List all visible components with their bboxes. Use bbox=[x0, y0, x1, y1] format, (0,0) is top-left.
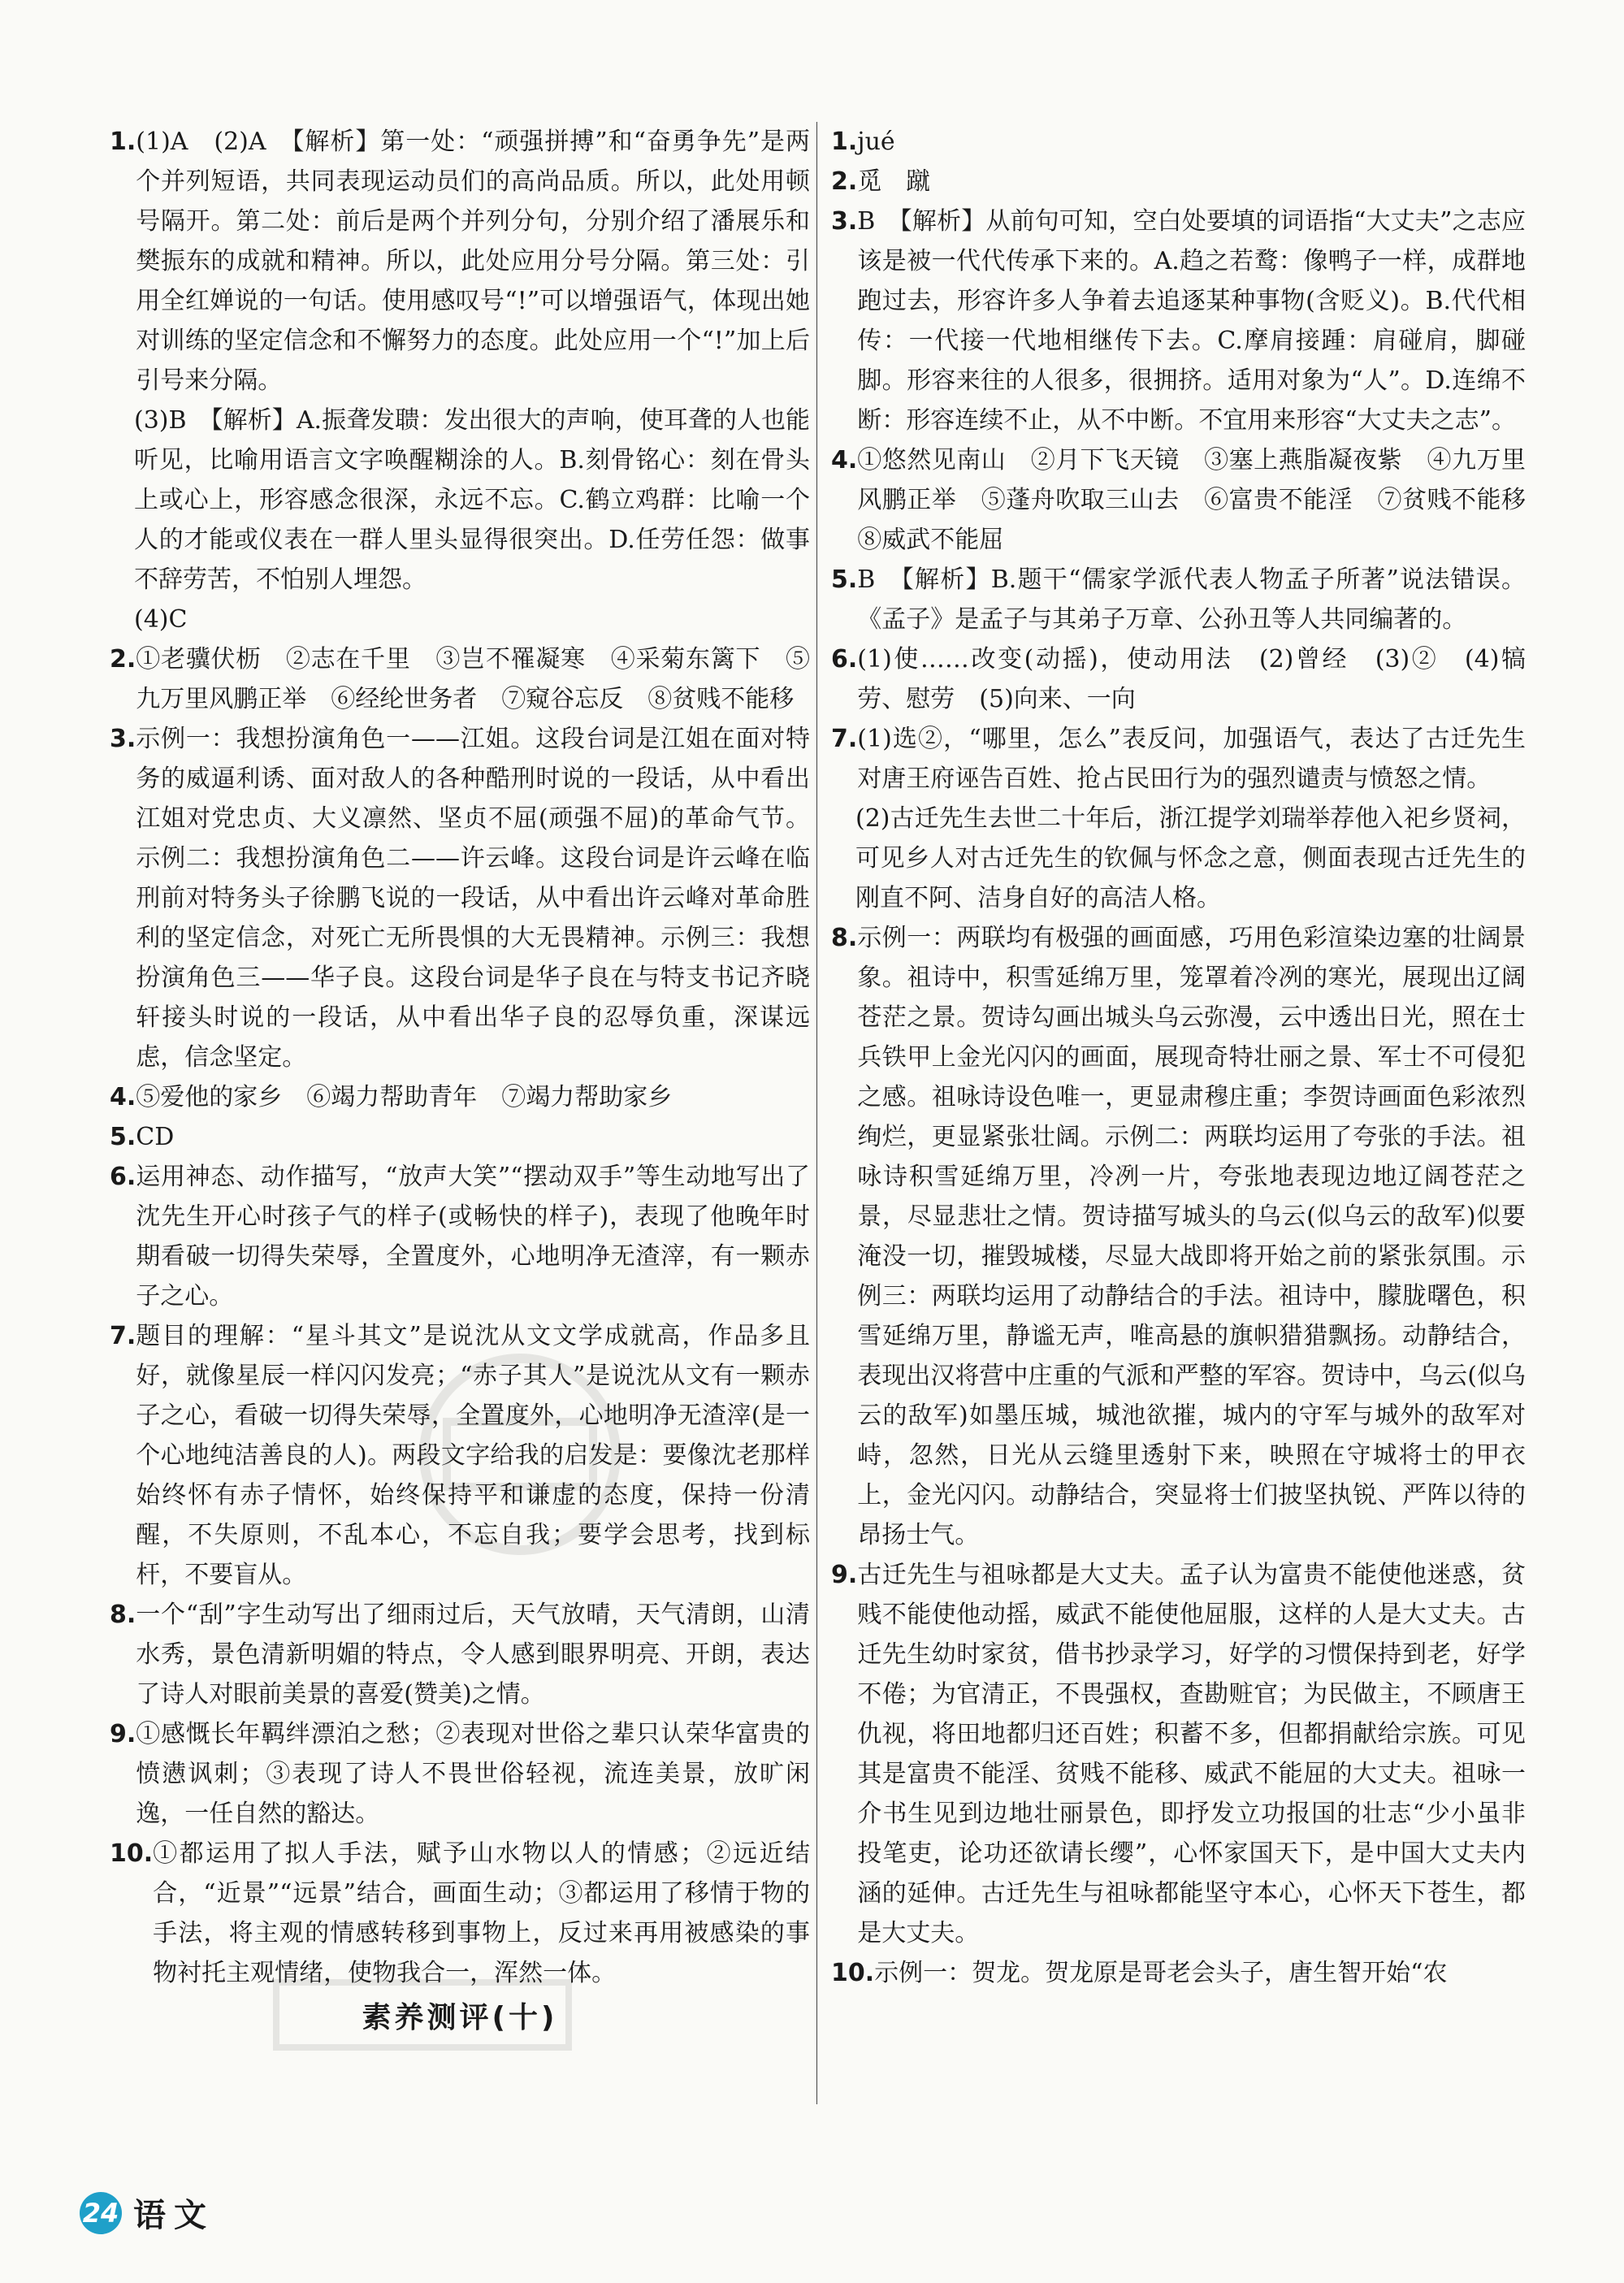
answer-1 bbox=[110, 122, 810, 401]
item-text: ⑤爱他的家乡 ⑥竭力帮助青年 ⑦竭力帮助家乡 bbox=[136, 1083, 673, 1111]
item-text: 题目的理解：“星斗其文”是说沈从文文学成就高，作品多且好，就像星辰一样闪闪发亮；“赤子其人”是说沈从文有一颗赤子之心，看破一切得失荣辱，全置度外，心地明净无渣滓(是一个心地纯洁善良的人)。两段文字给我的启发是：要像沈老那样始终怀有赤子情怀，始终保持平和谦虚的态度，保持一份清醒，不失原则，不乱本心，不忘自我；要学会思考，找到标杆，不要盲从。 bbox=[136, 1322, 810, 1589]
item-text: (1)选②，“哪里，怎么”表反问，加强语气，表达了古迁先生对唐王府诬告百姓、抢占民田行为的强烈谴责与愤怒之情。 bbox=[857, 725, 1526, 793]
item-number: 2. bbox=[831, 167, 858, 196]
answer-5 bbox=[831, 560, 1526, 639]
answer-10 bbox=[110, 1834, 810, 1993]
answer-3 bbox=[831, 201, 1526, 440]
item-number: 4. bbox=[831, 446, 858, 474]
item-text: ①老骥伏枥 ②志在千里 ③岂不罹凝寒 ④采菊东篱下 ⑤九万里风鹏正举 ⑥经纶世务者 ⑦窥谷忘反 ⑧贫贱不能移 bbox=[136, 645, 810, 713]
answer-4 bbox=[110, 1077, 810, 1117]
item-number: 6. bbox=[831, 645, 858, 674]
item-text: CD bbox=[136, 1123, 175, 1151]
item-number: 7. bbox=[831, 725, 858, 753]
answer-4 bbox=[831, 440, 1550, 560]
item-text: 觅 蹴 bbox=[857, 167, 931, 196]
answer-8 bbox=[831, 918, 1526, 1555]
item-text: (1)使……改变(动摇)，使动用法 (2)曾经 (3)② (4)犒劳、慰劳 (5)向来、一向 bbox=[857, 645, 1526, 713]
item-number: 7. bbox=[110, 1322, 136, 1350]
item-text: 一个“刮”字生动写出了细雨过后，天气放晴，天气清朗，山清水秀，景色清新明媚的特点，令人感到眼界明亮、开朗，表达了诗人对眼前美景的喜爱(赞美)之情。 bbox=[136, 1601, 810, 1709]
item-number: 2. bbox=[110, 645, 136, 674]
answer-1-part-4: (4)C bbox=[134, 605, 188, 634]
answer-7 bbox=[831, 719, 1526, 799]
right-column bbox=[831, 122, 1550, 1993]
item-number: 9. bbox=[110, 1720, 136, 1748]
answer-6 bbox=[831, 639, 1526, 719]
answer-7-part-2: (2)古迁先生去世二十年后，浙江提学刘瑞举荐他入祀乡贤祠，可见乡人对古迁先生的钦佩与怀念之意，侧面表现古迁先生的刚直不阿、洁身自好的高洁人格。 bbox=[855, 804, 1526, 912]
item-number: 10. bbox=[110, 1839, 154, 1868]
item-text: ①悠然见南山 ②月下飞天镜 ③塞上燕脂凝夜紫 ④九万里风鹏正举 ⑤蓬舟吹取三山去 ⑥富贵不能淫 ⑦贫贱不能移 ⑧威武不能屈 bbox=[857, 446, 1550, 554]
item-text: ①感慨长年羁绊漂泊之愁；②表现对世俗之辈只认荣华富贵的愤懑讽刺；③表现了诗人不畏世俗轻视，流连美景，放旷闲逸，一任自然的豁达。 bbox=[136, 1720, 810, 1828]
item-number: 1. bbox=[831, 128, 858, 156]
answer-9 bbox=[831, 1555, 1526, 1953]
answer-5 bbox=[110, 1117, 810, 1157]
stamp-watermark-lower bbox=[268, 1974, 577, 2056]
answer-2 bbox=[110, 639, 810, 719]
item-number: 3. bbox=[110, 725, 136, 753]
answer-1-part-3: (3)B 【解析】A.振聋发聩：发出很大的声响，使耳聋的人也能听见，比喻用语言文字唤醒糊涂的人。B.刻骨铭心：刻在骨头上或心上，形容感念很深，永远不忘。C.鹤立鸡群：比喻一个人的才能或仪表在一群人里头显得很突出。D.任劳任怨：做事不辞劳苦，不怕别人埋怨。 bbox=[134, 406, 810, 594]
answer-1 bbox=[831, 122, 1526, 162]
section-title: 素养测评(十) bbox=[362, 2001, 558, 2034]
item-number: 9. bbox=[831, 1561, 858, 1589]
item-text: ①都运用了拟人手法，赋予山水物以人的情感；②远近结合，“近景”“远景”结合，画面生动；③都运用了移情于物的手法，将主观的情感转移到事物上，反过来再用被感染的事物衬托主观情绪，使物我合一，浑然一体。 bbox=[153, 1839, 810, 1987]
answer-2 bbox=[831, 162, 1526, 201]
item-text: B 【解析】从前句可知，空白处要填的词语指“大丈夫”之志应该是被一代代传承下来的。A.趋之若鹜：像鸭子一样，成群地跑过去，形容许多人争着去追逐某种事物(含贬义)。B.代代相传：一代接一代地相继传下去。C.摩肩接踵：肩碰肩，脚碰脚。形容来往的人很多，很拥挤。适用对象为“人”。D.连绵不断：形容连续不止，从不中断。不宜用来形容“大丈夫之志”。 bbox=[857, 207, 1526, 435]
page-number-badge: 24 bbox=[80, 2192, 122, 2234]
item-text: 示例一：两联均有极强的画面感，巧用色彩渲染边塞的壮阔景象。祖诗中，积雪延绵万里，笼罩着冷冽的寒光，展现出辽阔苍茫之景。贺诗勾画出城头乌云弥漫，云中透出日光，照在士兵铁甲上金光闪闪的画面，展现奇特壮丽之景、军士不可侵犯之感。祖咏诗设色唯一，更显肃穆庄重；李贺诗画面色彩浓烈绚烂，更显紧张壮阔。示例二：两联均运用了夸张的手法。祖咏诗积雪延绵万里，冷冽一片，夸张地表现边地辽阔苍茫之景，尽显悲壮之情。贺诗描写城头的乌云(似乌云的敌军)似要淹没一切，摧毁城楼，尽显大战即将开始之前的紧张氛围。示例三：两联均运用了动静结合的手法。祖诗中，朦胧曙色，积雪延绵万里，静谧无声，唯高悬的旗帜猎猎飘扬。动静结合，表现出汉将营中庄重的气派和严整的军容。贺诗中，乌云(似乌云的敌军)如墨压城，城池欲摧，城内的守军与城外的敌军对峙，忽然，日光从云缝里透射下来，映照在守城将士的甲衣上，金光闪闪。动静结合，突显将士们披坚执锐、严阵以待的昂扬士气。 bbox=[857, 924, 1526, 1549]
item-number: 10. bbox=[831, 1959, 875, 1987]
item-number: 8. bbox=[110, 1601, 136, 1629]
answer-9 bbox=[110, 1714, 810, 1834]
stamp-watermark bbox=[349, 1349, 691, 1560]
column-divider bbox=[816, 122, 817, 2104]
item-number: 3. bbox=[831, 207, 858, 236]
item-number: 4. bbox=[110, 1083, 136, 1111]
item-number: 8. bbox=[831, 924, 858, 952]
answer-10 bbox=[831, 1953, 1526, 1993]
item-text: 运用神态、动作描写，“放声大笑”“摆动双手”等生动地写出了沈先生开心时孩子气的样子(或畅快的样子)，表现了他晚年时期看破一切得失荣辱，全置度外，心地明净无渣滓，有一颗赤子之心。 bbox=[136, 1163, 810, 1310]
item-number: 5. bbox=[110, 1123, 136, 1151]
item-text: 古迁先生与祖咏都是大丈夫。孟子认为富贵不能使他迷惑，贫贱不能使他动摇，威武不能使他屈服，这样的人是大丈夫。古迁先生幼时家贫，借书抄录学习，好学的习惯保持到老，好学不倦；为官清正，不畏强权，查勘赃官；为民做主，不顾唐王仇视，将田地都归还百姓；积蓄不多，但都捐献给宗族。可见其是富贵不能淫、贫贱不能移、威武不能屈的大丈夫。祖咏一介书生见到边地壮丽景色，即抒发立功报国的壮志“少小虽非投笔吏，论功还欲请长缨”，心怀家国天下，是中国大丈夫内涵的延伸。古迁先生与祖咏都能坚守本心，心怀天下苍生，都是大丈夫。 bbox=[857, 1561, 1526, 1947]
item-text: (1)A (2)A 【解析】第一处：“顽强拼搏”和“奋勇争先”是两个并列短语，共同表现运动员们的高尚品质。所以，此处用顿号隔开。第二处：前后是两个并列分句，分别介绍了潘展乐和樊振东的成就和精神。所以，此处应用分号分隔。第三处：引用全红婵说的一句话。使用感叹号“!”可以增强语气，体现出她对训练的坚定信念和不懈努力的态度。此处应用一个“!”加上后引号来分隔。 bbox=[136, 128, 810, 395]
item-number: 6. bbox=[110, 1163, 136, 1191]
item-number: 5. bbox=[831, 565, 858, 594]
left-column bbox=[110, 122, 810, 2038]
item-number: 1. bbox=[110, 128, 136, 156]
item-text: 示例一：贺龙。贺龙原是哥老会头子，唐生智开始“农 bbox=[874, 1959, 1448, 1987]
item-text: B 【解析】B.题干“儒家学派代表人物孟子所著”说法错误。《孟子》是孟子与其弟子万章、公孙丑等人共同编著的。 bbox=[857, 565, 1526, 634]
item-text: jué bbox=[857, 128, 895, 156]
subject-label: 语文 bbox=[133, 2197, 214, 2234]
answer-6 bbox=[110, 1157, 810, 1316]
answer-3 bbox=[110, 719, 810, 1077]
page-footer bbox=[80, 2190, 214, 2236]
answer-8 bbox=[110, 1595, 810, 1714]
item-text: 示例一：我想扮演角色一——江姐。这段台词是江姐在面对特务的威逼利诱、面对敌人的各种酷刑时说的一段话，从中看出江姐对党忠贞、大义凛然、坚贞不屈(顽强不屈)的革命气节。示例二：我想扮演角色二——许云峰。这段台词是许云峰在临刑前对特务头子徐鹏飞说的一段话，从中看出许云峰对革命胜利的坚定信念，对死亡无所畏惧的大无畏精神。示例三：我想扮演角色三——华子良。这段台词是华子良在与特支书记齐晓轩接头时说的一段话，从中看出华子良的忍辱负重，深谋远虑，信念坚定。 bbox=[136, 725, 810, 1072]
